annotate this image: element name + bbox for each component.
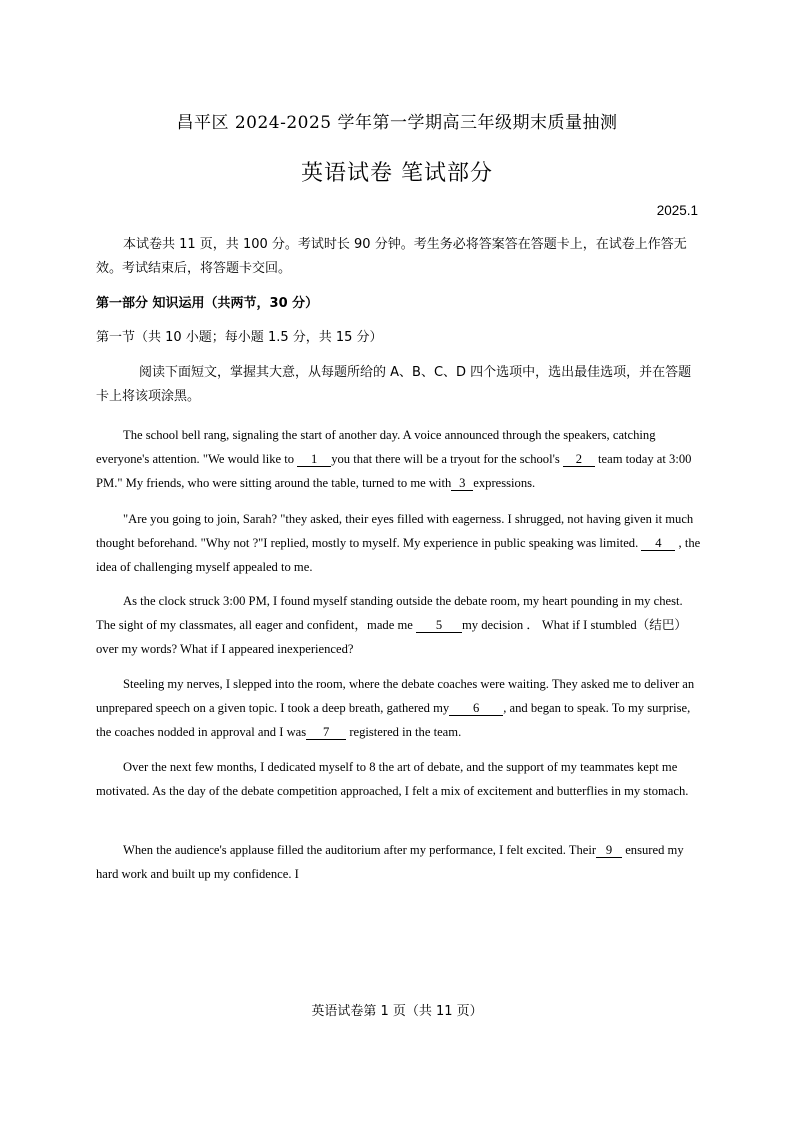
blank-6: 6 bbox=[449, 701, 503, 716]
blank-3: 3 bbox=[451, 476, 473, 491]
page-footer: 英语试卷第 1 页（共 11 页） bbox=[311, 1004, 483, 1019]
p4-text-a: Steeling my nerves, I slepped into the room, where the debate coaches were waiting. They asked me to deliver an unprepared speech on a given topic. I took a deep breath, gathered my bbox=[96, 677, 695, 715]
section1-directions: 阅读下面短文，掌握其大意，从每题所给的 A、B、C、D 四个选项中，选出最佳选项，并在答题卡上将该项涂黑。 bbox=[96, 365, 692, 404]
passage-paragraph-6 bbox=[96, 838, 702, 886]
part1-heading bbox=[96, 292, 700, 316]
blank-4: 4 bbox=[641, 536, 675, 551]
p2-text-c: , the idea of challenging myself appealed to me. bbox=[96, 536, 701, 574]
passage-paragraph-2 bbox=[96, 507, 702, 579]
blank-9: 9 bbox=[596, 843, 622, 858]
p1-text-d: team today at 3:00 PM." My friends, who were sitting around the table, turned to me with bbox=[96, 452, 692, 490]
exam-subtitle: 英语试卷 笔试部分 bbox=[301, 161, 493, 186]
exam-instructions: 本试卷共 11 页，共 100 分。考试时长 90 分钟。考生务必将答案答在答题卡上，在试卷上作答无效。考试结束后，将答题卡交回。 bbox=[96, 237, 687, 276]
p1-text-c: you that there will be a tryout for the school's bbox=[331, 452, 563, 466]
blank-5: 5 bbox=[416, 618, 462, 633]
blank-1: 1 bbox=[297, 452, 331, 467]
section1-heading: 第一节（共 10 小题；每小题 1.5 分，共 15 分） bbox=[96, 330, 383, 345]
exam-title: 昌平区 2024-2025 学年第一学期高三年级期末质量抽测 bbox=[176, 113, 618, 133]
p1-text-e: expressions. bbox=[473, 476, 536, 490]
p4-text-d: registered in the team. bbox=[346, 725, 462, 739]
passage-paragraph-4 bbox=[96, 672, 702, 744]
p6-text-a: When the audience's applause filled the auditorium after my performance, I felt excited. Their bbox=[123, 843, 597, 857]
p4-text-c: , and began to speak. To my surprise, the coaches nodded in approval and I was bbox=[96, 701, 691, 739]
passage-paragraph-5: Over the next few months, I dedicated myself to 8 the art of debate, and the support of my teammates kept me motivated. As the day of the debate competition approached, I felt a mix of excitement and butterflies in my stomach. bbox=[96, 760, 689, 798]
blank-2: 2 bbox=[563, 452, 595, 467]
p6-text-c: ensured my hard work and built up my confidence. I bbox=[96, 843, 684, 881]
p1-text-a: The school bell rang, signaling the start of another day. A voice announced through the speakers, catching everyone's attention. "We would like to bbox=[96, 428, 656, 466]
passage-paragraph-1 bbox=[96, 423, 702, 495]
blank-7: 7 bbox=[306, 725, 346, 740]
p3-text-a: As the clock struck 3:00 PM, I found myself standing outside the debate room, my heart pounding in my chest. The sight of my classmates, all eager and confident，made me bbox=[96, 594, 683, 632]
p2-text-a: "Are you going to join, Sarah? "they asked, their eyes filled with eagerness. I shrugged, not having given it much thought beforehand. "Why not ?"I replied, mostly to myself. My experience in public speaking was limited. bbox=[96, 512, 694, 550]
p3-text-c: my decision ． What if I stumbled（结巴）over my words? What if I appeared inexperienced? bbox=[96, 618, 688, 656]
exam-date: 2025.1 bbox=[656, 203, 698, 218]
passage-paragraph-3 bbox=[96, 589, 702, 661]
part1-heading-text: 第一部分 知识运用（共两节，30 分） bbox=[96, 296, 319, 311]
